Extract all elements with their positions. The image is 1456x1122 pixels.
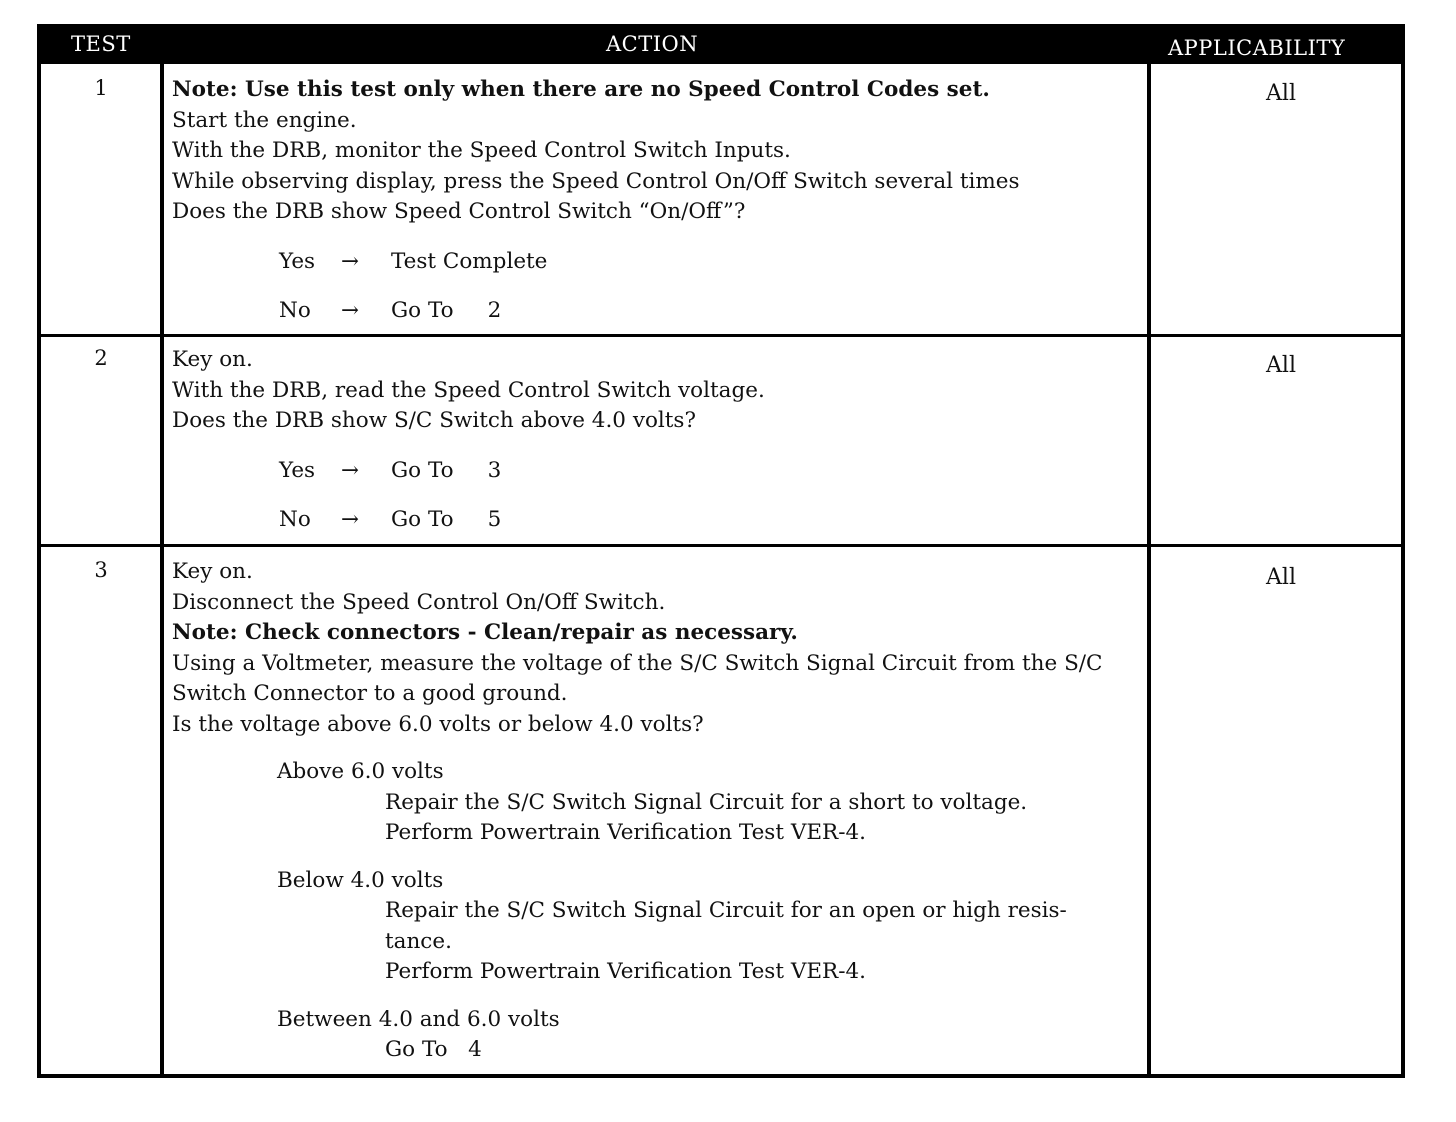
arrow-right-icon: → bbox=[341, 507, 360, 532]
action-cell-1 bbox=[172, 75, 1152, 327]
action-step: Start the engine. bbox=[172, 107, 357, 133]
row-divider-2 bbox=[41, 544, 1401, 547]
case-above-6-heading: Above 6.0 volts bbox=[277, 759, 444, 784]
goto-test-number: 3 bbox=[487, 457, 502, 483]
action-step: Switch Connector to a good ground. bbox=[172, 681, 568, 706]
applicability-3: All bbox=[1266, 565, 1296, 590]
action-step: With the DRB, read the Speed Control Switch voltage. bbox=[172, 377, 765, 403]
answer-no: No → Go To 5 bbox=[172, 505, 1152, 536]
test-number-2: 2 bbox=[94, 346, 108, 370]
action-note: Note: Check connectors - Clean/repair as necessary. bbox=[172, 620, 798, 645]
header-test: TEST bbox=[71, 32, 131, 56]
header-action: ACTION bbox=[606, 32, 699, 56]
action-step: Disconnect the Speed Control On/Off Switch. bbox=[172, 589, 666, 615]
action-step: Key on. bbox=[172, 347, 253, 372]
arrow-right-icon: → bbox=[341, 457, 360, 483]
action-step: While observing display, press the Speed Control On/Off Switch several times bbox=[172, 168, 1020, 194]
case-detail: tance. bbox=[385, 928, 452, 954]
action-question: Is the voltage above 6.0 volts or below 4.0 volts? bbox=[172, 711, 704, 737]
table-header bbox=[41, 28, 1401, 64]
applicability-1: All bbox=[1266, 81, 1296, 106]
arrow-right-icon: → bbox=[341, 298, 360, 323]
action-cell-3 bbox=[172, 557, 1152, 1066]
row-divider-1 bbox=[41, 334, 1401, 337]
answer-yes: Yes → Go To 3 bbox=[172, 456, 1152, 487]
case-detail: Go To 4 bbox=[385, 1037, 482, 1062]
answer-yes: Yes → Test Complete bbox=[172, 247, 1152, 278]
answer-no: No → Go To 2 bbox=[172, 296, 1152, 327]
diagnostic-table bbox=[37, 24, 1405, 1078]
goto-test-number: 2 bbox=[487, 298, 502, 323]
arrow-right-icon: → bbox=[341, 248, 360, 274]
goto-test-number: 5 bbox=[487, 507, 502, 532]
test-number-1: 1 bbox=[94, 76, 108, 100]
action-step: Key on. bbox=[172, 559, 253, 584]
applicability-2: All bbox=[1266, 353, 1296, 378]
column-divider-test bbox=[160, 28, 164, 1078]
action-question: Does the DRB show S/C Switch above 4.0 volts? bbox=[172, 408, 696, 433]
header-applicability: APPLICABILITY bbox=[1168, 36, 1346, 60]
case-detail: Perform Powertrain Verification Test VER-4. bbox=[385, 820, 866, 845]
action-question: Does the DRB show Speed Control Switch “On/Off”? bbox=[172, 199, 746, 224]
case-between-heading: Between 4.0 and 6.0 volts bbox=[277, 1006, 560, 1032]
action-cell-2 bbox=[172, 345, 1152, 536]
case-below-4-heading: Below 4.0 volts bbox=[277, 867, 444, 893]
case-detail: Repair the S/C Switch Signal Circuit for an open or high resis- bbox=[385, 898, 1067, 923]
action-step: Using a Voltmeter, measure the voltage of the S/C Switch Signal Circuit from the S/C bbox=[172, 650, 1103, 676]
action-step: With the DRB, monitor the Speed Control Switch Inputs. bbox=[172, 138, 791, 163]
case-detail: Repair the S/C Switch Signal Circuit for a short to voltage. bbox=[385, 789, 1028, 815]
test-number-3: 3 bbox=[94, 558, 108, 582]
action-note: Note: Use this test only when there are no Speed Control Codes set. bbox=[172, 77, 990, 102]
case-detail: Perform Powertrain Verification Test VER-4. bbox=[385, 959, 866, 984]
